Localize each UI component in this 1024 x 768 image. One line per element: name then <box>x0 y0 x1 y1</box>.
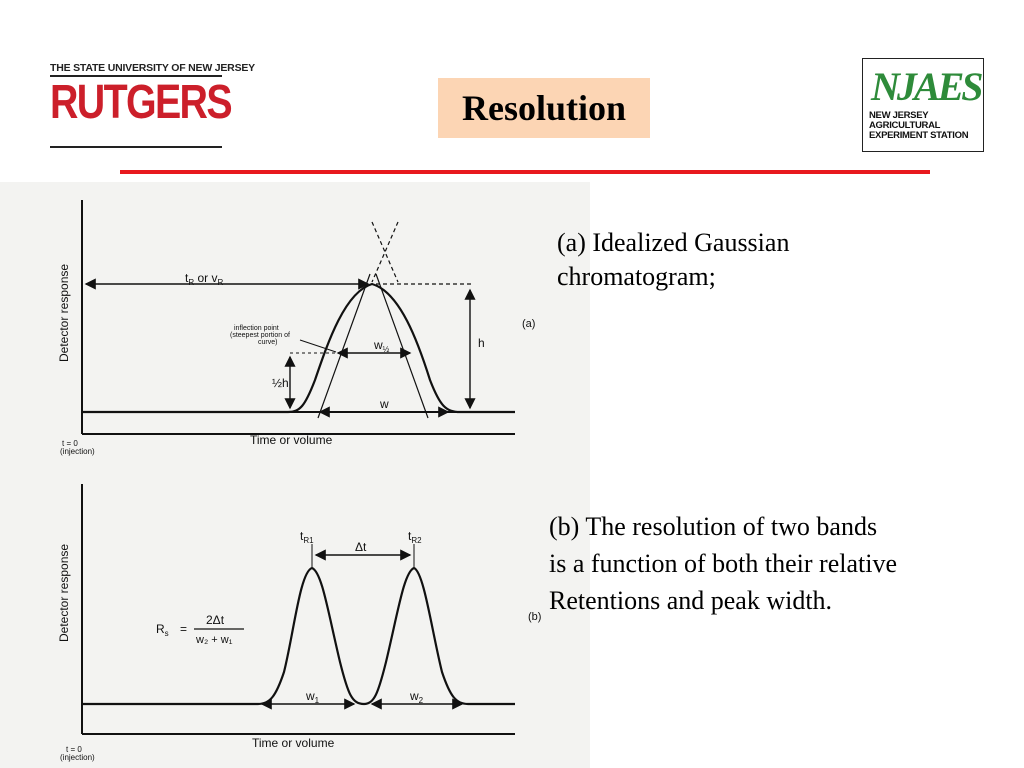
njaes-caption-line: NEW JERSEY <box>869 110 929 121</box>
fig-a-retention-label: $t_R$ or $v_R$ <box>185 271 224 287</box>
njaes-caption-line: EXPERIMENT STATION <box>869 130 969 141</box>
fig-b-tr1-label: $t_{R1}$ <box>300 529 314 545</box>
fig-b-ylabel: Detector response <box>57 543 71 642</box>
figure-b <box>57 484 541 762</box>
fig-a-gaussian-peak <box>82 284 515 412</box>
caption-a-line: chromatogram; <box>557 262 716 291</box>
header-divider <box>120 170 930 174</box>
fig-b-two-peaks <box>82 568 515 704</box>
fig-b-rs-lhs: $R_s$ <box>156 622 169 638</box>
fig-b-tr2-label: $t_{R2}$ <box>408 529 422 545</box>
caption-a-line: (a) Idealized Gaussian <box>557 228 790 257</box>
rutgers-logo-top-text: THE STATE UNIVERSITY OF NEW JERSEY <box>50 62 222 77</box>
fig-b-w2-label: $w_2$ <box>410 689 424 705</box>
caption-b <box>549 508 1019 619</box>
njaes-logo-caption <box>869 111 968 141</box>
fig-a-width-label: w <box>380 397 389 411</box>
njaes-logo <box>862 58 984 152</box>
chromatogram-figure <box>0 182 590 768</box>
fig-a-xlabel: Time or volume <box>250 433 333 447</box>
page-title: Resolution <box>461 88 627 128</box>
fig-a-panel-label: (a) <box>522 318 536 330</box>
njaes-logo-mark: NJAES <box>871 64 981 109</box>
rutgers-logo-rule <box>50 146 222 148</box>
chromatogram-svg <box>0 182 590 768</box>
figure-a <box>57 200 535 456</box>
caption-a <box>557 226 977 294</box>
fig-a-half-height-label: ½h <box>272 376 289 390</box>
fig-a-tangent-line-left <box>318 274 370 418</box>
rutgers-logo <box>50 62 255 152</box>
fig-a-t0: t = 0 <box>62 439 78 448</box>
caption-b-line: Retentions and peak width. <box>549 586 833 615</box>
njaes-caption-line: AGRICULTURAL <box>869 120 941 131</box>
fig-a-inflection-label-3: curve) <box>258 339 278 346</box>
fig-b-w1-label: $w_1$ <box>306 689 320 705</box>
fig-a-inflection-pointer <box>300 340 336 352</box>
title-box <box>438 78 650 138</box>
fig-b-t0: t = 0 <box>66 745 82 754</box>
fig-a-inflection-label-1: inflection point <box>234 325 279 332</box>
rutgers-logo-wordmark: RUTGERS <box>50 76 231 129</box>
fig-b-rs-numerator: 2Δt <box>206 613 225 627</box>
fig-a-half-width-label: $w_{\frac{1}{2}}$ <box>374 338 390 354</box>
fig-b-panel-label: (b) <box>528 611 542 623</box>
caption-b-line: (b) The resolution of two bands <box>549 512 878 541</box>
fig-b-delta-label: Δt <box>355 540 367 554</box>
caption-b-line: is a function of both their relative <box>549 549 898 578</box>
fig-b-t0-note: (injection) <box>60 753 95 762</box>
fig-b-rs-denominator: w₂ + w₁ <box>196 634 233 646</box>
fig-a-ylabel: Detector response <box>57 263 71 362</box>
fig-a-inflection-label-2: (steepest portion of <box>230 332 290 339</box>
fig-a-t0-note: (injection) <box>60 447 95 456</box>
fig-b-xlabel: Time or volume <box>252 736 335 750</box>
fig-b-rs-eq: = <box>180 622 188 636</box>
fig-a-height-label: h <box>478 336 485 350</box>
